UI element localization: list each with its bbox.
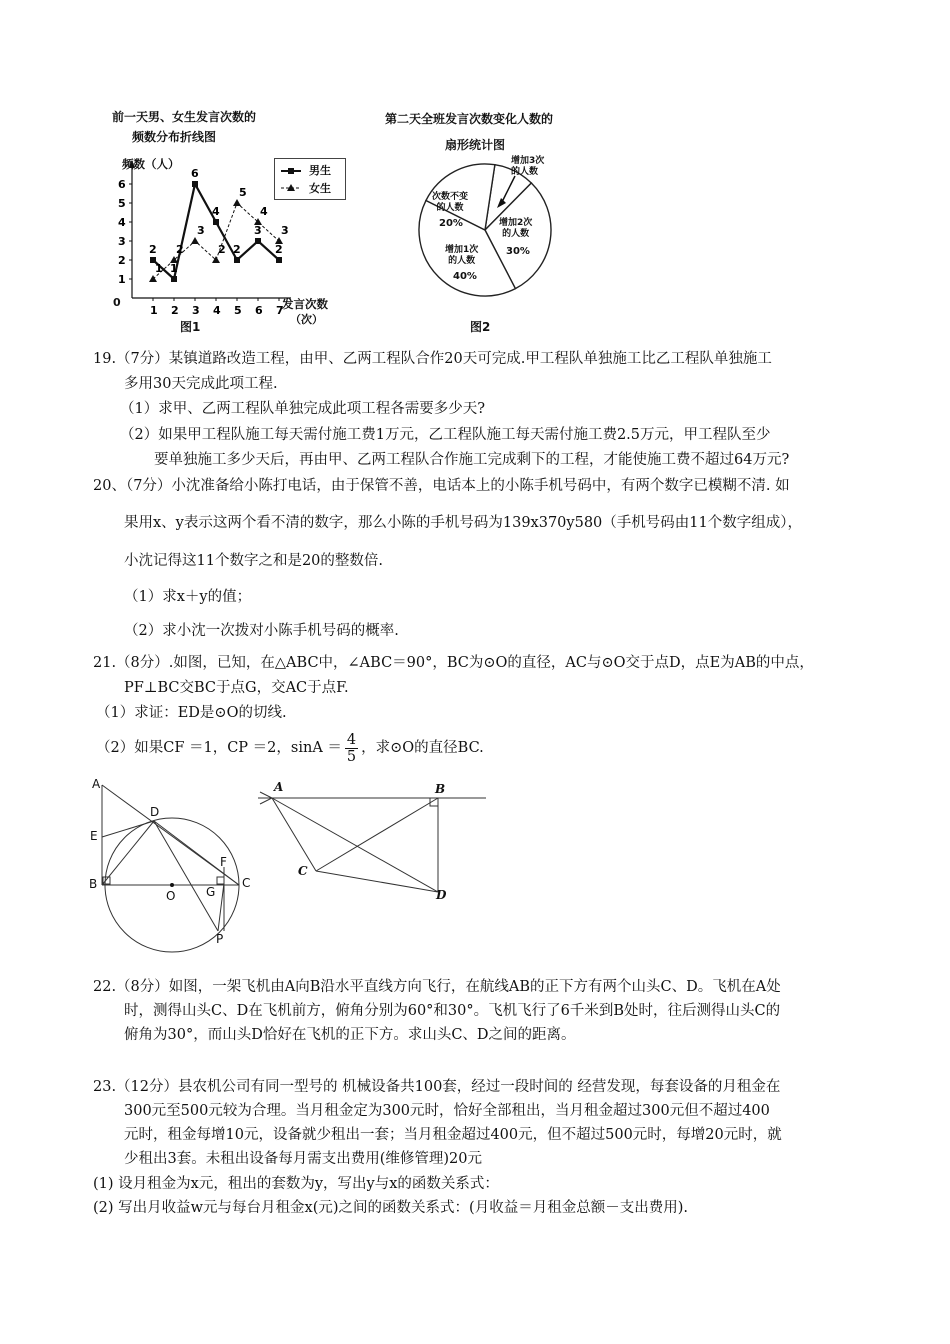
x-tick-label: 6 [255,304,263,317]
male-point [192,181,198,187]
male-point [171,276,177,282]
q20-line3: 小沈记得这11个数字之和是20的整数倍. [124,553,384,569]
y-tick-label: 5 [118,197,126,210]
fig1-caption: 图1 [180,320,201,334]
female-data-label: 1 [155,262,163,275]
male-point [276,257,282,263]
q23-line5: (1) 设月租金为x元，租出的套数为y，写出y与x的函数关系式： [93,1176,499,1192]
q20-line2: 果用x、y表示这两个看不清的数字，那么小陈的手机号码为139x370y580（手机号码由11个数字组成）， [124,515,802,531]
female-data-label: 3 [281,224,289,237]
q23-line1: 23.（12分）县农机公司有同一型号的 机械设备共100套，经过一段时间的 经营发现，每套设备的月租金在 [93,1079,781,1095]
geo1-F: F [220,855,227,869]
geo1-A: A [92,777,101,791]
geo2-A: A [274,780,284,794]
figure-2 [375,100,605,340]
x-tick-label: 3 [192,304,200,317]
male-data-label: 2 [275,243,283,256]
fig1-ylabel: 频数（人） [122,157,180,171]
male-data-label: 4 [212,205,220,218]
female-point [149,275,157,282]
geo1-G: G [206,885,216,899]
q23-line2: 300元至500元较为合理。当月租金定为300元时，恰好全部租出，当月租金超过300元但不超过400 [124,1103,770,1119]
female-data-label: 2 [176,243,184,256]
fig1-title-line2: 频数分布折线图 [132,130,217,144]
q19-line3: （1）求甲、乙两工程队单独完成此项工程各需要多少天? [120,401,485,417]
figure-1 [92,100,352,340]
male-point [234,257,240,263]
slice-plus1-pct: 40% [453,271,477,282]
geo2-D: D [436,888,447,902]
fig1-origin: 0 [113,296,121,309]
q19-line4: （2）如果甲工程队施工每天需付施工费1万元，乙工程队施工每天需付施工费2.5万元，甲工程队至少 [120,427,771,443]
q21-line4-b: ，求⊙O的直径BC. [361,740,484,756]
q22-line3: 俯角为30°，而山头D恰好在飞机的正下方。求山头C、D之间的距离。 [124,1027,576,1043]
geo1-C: C [242,876,251,890]
frac-numerator: 4 [346,731,357,748]
y-tick-label: 2 [118,254,126,267]
male-data-label: 3 [254,224,262,237]
fig2-callout: 增加3次 的人数 [511,156,545,177]
female-data-label: 3 [197,224,205,237]
male-data-label: 6 [191,167,199,180]
fig2-title-line2: 扇形统计图 [445,138,506,152]
geo1-P: P [216,932,224,946]
circle-diagram [86,775,261,955]
q22-line1: 22.（8分）如图，一架飞机由A向B沿水平直线方向飞行，在航线AB的正下方有两个山头C、D。飞机在A处 [93,979,781,995]
fraction-four-fifths [345,732,358,765]
q23-line6: (2) 写出月收益w元与每台月租金x(元)之间的函数关系式：(月收益＝月租金总额－支出费用). [93,1200,688,1216]
geo2-B: B [435,782,446,796]
male-point [213,219,219,225]
q21-line3: （1）求证：ED是⊙O的切线. [96,705,287,721]
female-point [191,237,199,244]
female-data-label: 2 [218,243,226,256]
geo1-D: D [150,805,160,819]
airplane-diagram [250,778,490,908]
legend [274,158,346,200]
x-tick-label: 5 [234,304,242,317]
geometry-figure-circle [86,775,261,955]
female-point [233,199,241,206]
fig1-title-line1: 前一天男、女生发言次数的 [112,110,257,124]
pie-chart [375,100,605,340]
q21-line4 [96,728,484,768]
y-tick-label: 3 [118,235,126,248]
q21-line4-a: （2）如果CF ＝1，CP ＝2，sinA ＝ [96,740,342,756]
x-tick-label: 2 [171,304,179,317]
q20-line4: （1）求x＋y的值； [124,589,252,605]
q19-line1: 19.（7分）某镇道路改造工程，由甲、乙两工程队合作20天可完成.甲工程队单独施工比乙工程队单独施工 [93,351,772,367]
slice-plus2-pct: 30% [506,246,530,257]
male-data-label: 1 [170,262,178,275]
slice-plus2-label: 增加2次 的人数 [499,218,533,239]
q21-line2: PF⊥BC交BC于点G，交AC于点F. [124,680,349,696]
q19-line5: 要单独施工多少天后，再由甲、乙两工程队合作施工完成剩下的工程，才能使施工费不超过64万元? [154,452,790,468]
x-tick-label: 4 [213,304,221,317]
geo1-O: O [166,889,176,903]
male-data-label: 2 [149,243,157,256]
fig1-xlabel: 发言次数 [282,297,328,311]
female-data-label: 5 [239,186,247,199]
fig1-xunit: （次） [290,313,323,326]
y-tick-label: 6 [118,178,126,191]
q20-line5: （2）求小沈一次拨对小陈手机号码的概率. [124,623,399,639]
geo1-B: B [89,877,98,891]
x-tick-label: 7 [276,304,284,317]
q23-line4: 少租出3套。未租出设备每月需支出费用(维修管理)20元 [124,1151,482,1167]
q21-line1: 21.（8分）.如图，已知，在△ABC中，∠ABC＝90°，BC为⊙O的直径，AC与⊙O交于点D，点E为AB的中点， [93,655,814,671]
female-data-label: 4 [260,205,268,218]
slice-plus1-label: 增加1次 的人数 [445,245,479,266]
q20-line1: 20、（7分）小沈准备给小陈打电话，由于保管不善，电话本上的小陈手机号码中，有两个数字已模糊不清. 如 [93,478,790,494]
y-tick-label: 4 [118,216,126,229]
y-tick-label: 1 [118,273,126,286]
fig2-caption: 图2 [470,320,491,334]
q23-line3: 元时，租金每增10元，设备就少租出一套；当月租金超过400元，但不超过500元时，每增20元时，就 [124,1127,782,1143]
x-tick-label: 1 [150,304,158,317]
q22-line2: 时，测得山头C、D在飞机前方，俯角分别为60°和30°。飞机飞行了6千米到B处时，往后测得山头C的 [124,1003,781,1019]
frac-denominator: 5 [346,748,357,765]
legend-male: 男生 [309,164,331,177]
geo2-C: C [298,864,308,878]
legend-female: 女生 [309,182,331,195]
fig2-title-line1: 第二天全班发言次数变化人数的 [385,112,554,126]
geometry-figure-airplane [250,778,490,908]
slice-unchanged-pct: 20% [439,218,463,229]
slice-unchanged-label: 次数不变 的人数 [432,192,469,213]
male-data-label: 2 [233,243,241,256]
male-point [255,238,261,244]
geo1-E: E [90,829,98,843]
q19-line2: 多用30天完成此项工程. [124,376,278,392]
